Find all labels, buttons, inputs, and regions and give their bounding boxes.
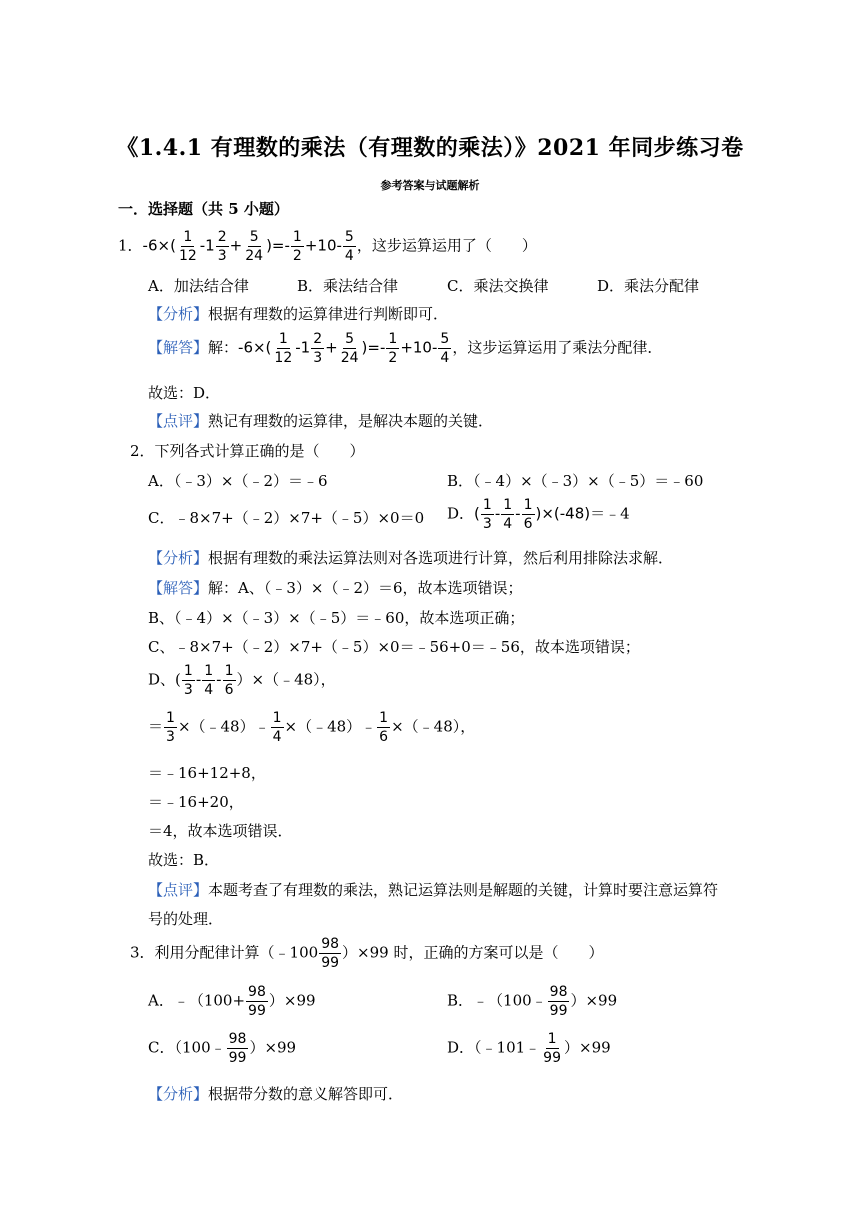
q2-option-b: B．（﹣4）×（﹣3）×（﹣5）＝﹣60 [447,472,704,490]
q2-comment: 【点评】本题考查了有理数的乘法，熟记运算法则是解题的关键，计算时要注意运算符 [148,881,719,899]
question-2-stem: 2．下列各式计算正确的是（ ） [130,442,365,460]
q2-answer-b: B、（﹣4）×（﹣3）×（﹣5）＝﹣60，故本选项正确； [148,609,525,627]
q3-analysis: 【分析】根据带分数的意义解答即可． [148,1085,404,1103]
q2-answer-a: 【解答】解：A、（﹣3）×（﹣2）＝6，故本选项错误； [148,579,523,597]
q1-answer: 【解答】解：-6×( $\frac{1}{12}$ -1 $\frac{2}{3}$ + $\frac{5}{24}$ )=- $\frac{1}{2}$ +10- $\frac{5}{4}$ ，这步运算运用了乘法分配律． [148,331,663,366]
q2-step-4: ＝4，故本选项错误． [148,822,293,840]
q1-comment: 【点评】熟记有理数的运算律，是解决本题的关键． [148,412,494,430]
page-subtitle: 参考答案与试题解析 [380,179,480,192]
question-3-stem: 3．利用分配律计算（﹣100 $\frac{98}{99}$ ）×99 时，正确的方案可以是（ ） [130,936,604,971]
q2-comment-cont: 号的处理． [148,910,224,928]
q3-option-c: C．（100﹣ $\frac{98}{99}$ ）×99 [148,1031,297,1066]
q1-option-d: D．乘法分配律 [597,277,700,295]
q1-option-a: A．加法结合律 [148,277,249,295]
q3-option-a: A．﹣（100+ $\frac{98}{99}$ ）×99 [148,984,316,1019]
q1-analysis: 【分析】根据有理数的运算律进行判断即可． [148,305,449,323]
page-title: 《1.4.1 有理数的乘法（有理数的乘法）》2021 年同步练习卷 [116,135,744,161]
q1-option-b: B．乘法结合律 [297,277,399,295]
q2-choice: 故选：B． [148,851,220,869]
q2-step-2: ＝﹣16+12+8， [148,764,266,782]
q2-option-a: A．（﹣3）×（﹣2）＝﹣6 [148,472,328,490]
q1-choice: 故选：D． [148,384,221,402]
q2-analysis: 【分析】根据有理数的乘法运算法则对各选项进行计算，然后利用排除法求解． [148,549,674,567]
q2-step-1: ＝ $\frac{1}{3}$ ×（﹣48）﹣ $\frac{1}{4}$ ×（﹣48）﹣ $\frac{1}{6}$ ×（﹣48）， [148,710,476,745]
q2-option-d: D．( $\frac{1}{3}$ - $\frac{1}{4}$ - $\frac{1}{6}$ )×(-48)＝﹣4 [447,497,630,532]
q2-answer-d: D、( $\frac{1}{3}$ - $\frac{1}{4}$ - $\frac{1}{6}$ ）×（﹣48）， [148,663,336,698]
q1-option-c: C．乘法交换律 [447,277,549,295]
q3-option-b: B．﹣（100﹣ $\frac{98}{99}$ ）×99 [447,984,618,1019]
q2-option-c: C．﹣8×7+（﹣2）×7+（﹣5）×0＝0 [148,509,425,527]
section-heading: 一．选择题（共 5 小题） [118,200,289,218]
question-1-stem: 1．-6×( $\frac{1}{12}$ -1 $\frac{2}{3}$ + $\frac{5}{24}$ )=- $\frac{1}{2}$ +10- $\frac{5}{4}$ ，这步运算运用了（ ） [118,229,537,264]
q3-option-d: D．（﹣101﹣ $\frac{1}{99}$ ）×99 [447,1031,611,1066]
q2-step-3: ＝﹣16+20， [148,793,244,811]
q2-answer-c: C、﹣8×7+（﹣2）×7+（﹣5）×0＝﹣56+0＝﹣56，故本选项错误； [148,638,640,656]
